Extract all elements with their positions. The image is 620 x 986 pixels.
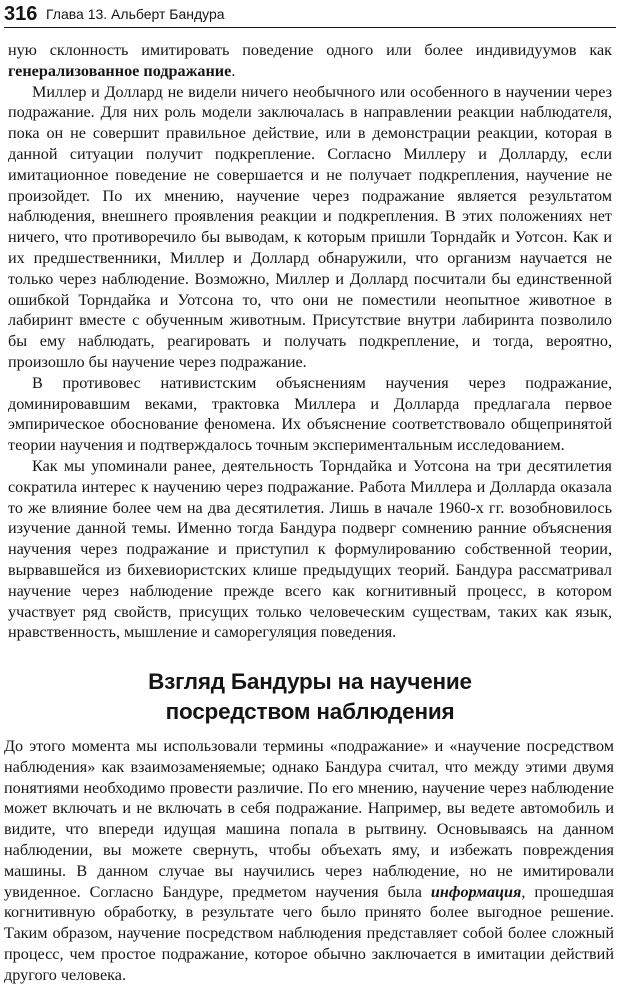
- paragraph: [8, 373, 612, 456]
- paragraph-text: Миллер и Доллард не видели ничего необычного или особенного в научении через подражание. Для них роль модели заключалась в направлении реакции наблюдателя, пока он не совершит правильное действие, или в демонстрации реакции, которая в данной ситуации получит подкрепление. Согласно Миллеру и Долларду, если имитационное поведение не совершается и не получает подкрепления, научение не произойдет. По их мнению, научение через подражание является результатом наблюдения, внешнего проявления реакции и подкрепления. В этих положениях нет ничего, что противоречило бы выводам, к которым пришли Торндайк и Уотсон. Как и их предшественники, Миллер и Доллард обнаружили, что организм научается не только через наблюдение. Возможно, Миллер и Доллард посчитали бы единственной ошибкой Торндайка и Уотсона то, что они не поместили неопытное животное в лабиринт вместе с обученным животным. Присутствие внутри лабиринта позволило бы ему наблюдать, реагировать и получать подкрепление, и тогда, вероятно, произошло бы научение через подражание.: [8, 82, 612, 371]
- paragraph-continuation: [8, 40, 612, 82]
- paragraph-text: До этого момента мы использовали термины «подражание» и «научение посредством наблюдения» как взаимозаменяемые; однако Бандура считал, что между этими двумя понятиями необходимо провести различие. По его мнению, научение через наблюдение может включать и не включать в себя подражание. Например, вы ведете автомобиль и видите, что впереди идущая машина попала в рытвину. Основываясь на данном наблюдении, вы можете свернуть, чтобы объехать яму, и избежать повреждения машины. В данном случае вы научились через наблюдение, но не имитировали увиденное. Согласно Бандуре, предметом научения была: [4, 737, 614, 901]
- key-term: генерализованное подражание: [8, 61, 232, 80]
- section-heading-line: Взгляд Бандуры на научение: [148, 669, 472, 694]
- key-term: информация: [430, 882, 522, 901]
- section-heading: [20, 667, 600, 727]
- body-text: [8, 40, 612, 643]
- paragraph-text: Как мы упоминали ранее, деятельность Торндайка и Уотсона на три десятилетия сократила интерес к научению через подражание. Работа Миллера и Долларда оказала то же влияние более чем на два десятилетия. Лишь в начале 1960-х гг. возобновилось изучение данной темы. Именно тогда Бандура подверг сомнению ранние объяснения научения через подражание и приступил к формулированию собственной теории, вырвавшейся из бихевиористских клише предыдущих теорий. Бандура рассматривал научение через наблюдение прежде всего как когнитивный процесс, в котором участвует ряд свойств, присущих только человеческим существам, таких как язык, нравственность, мышление и саморегуляция поведения.: [8, 456, 612, 642]
- chapter-title: Глава 13. Альберт Бандура: [46, 6, 225, 22]
- page-number: 316: [4, 3, 38, 25]
- paragraph: [8, 82, 612, 373]
- paragraph-text: , прошедшая когнитивную обработку, в результате чего было принято более выгодное решение. Таким образом, научение посредством наблюдения представляет собой более сложный процесс, чем простое подражание, которое обычно заключается в имитации действий другого человека.: [4, 882, 614, 984]
- section-body: [4, 736, 614, 986]
- paragraph-text: В противовес нативистским объяснениям научения через подражание, доминировавшим веками, трактовка Миллера и Долларда предлагала первое эмпирическое обоснование феномена. Их объяснение соответствовало общепринятой теории научения и подтверждалось точным экспериментальным исследованием.: [8, 373, 612, 455]
- paragraph-text: ную склонность имитировать поведение одного или более индивидуумов как: [8, 41, 612, 59]
- paragraph: [8, 456, 612, 643]
- running-head: [4, 2, 616, 28]
- paragraph: [4, 736, 614, 986]
- paragraph-text: .: [231, 61, 236, 80]
- section-heading-line: посредством наблюдения: [165, 699, 455, 724]
- header-rule: [4, 27, 616, 28]
